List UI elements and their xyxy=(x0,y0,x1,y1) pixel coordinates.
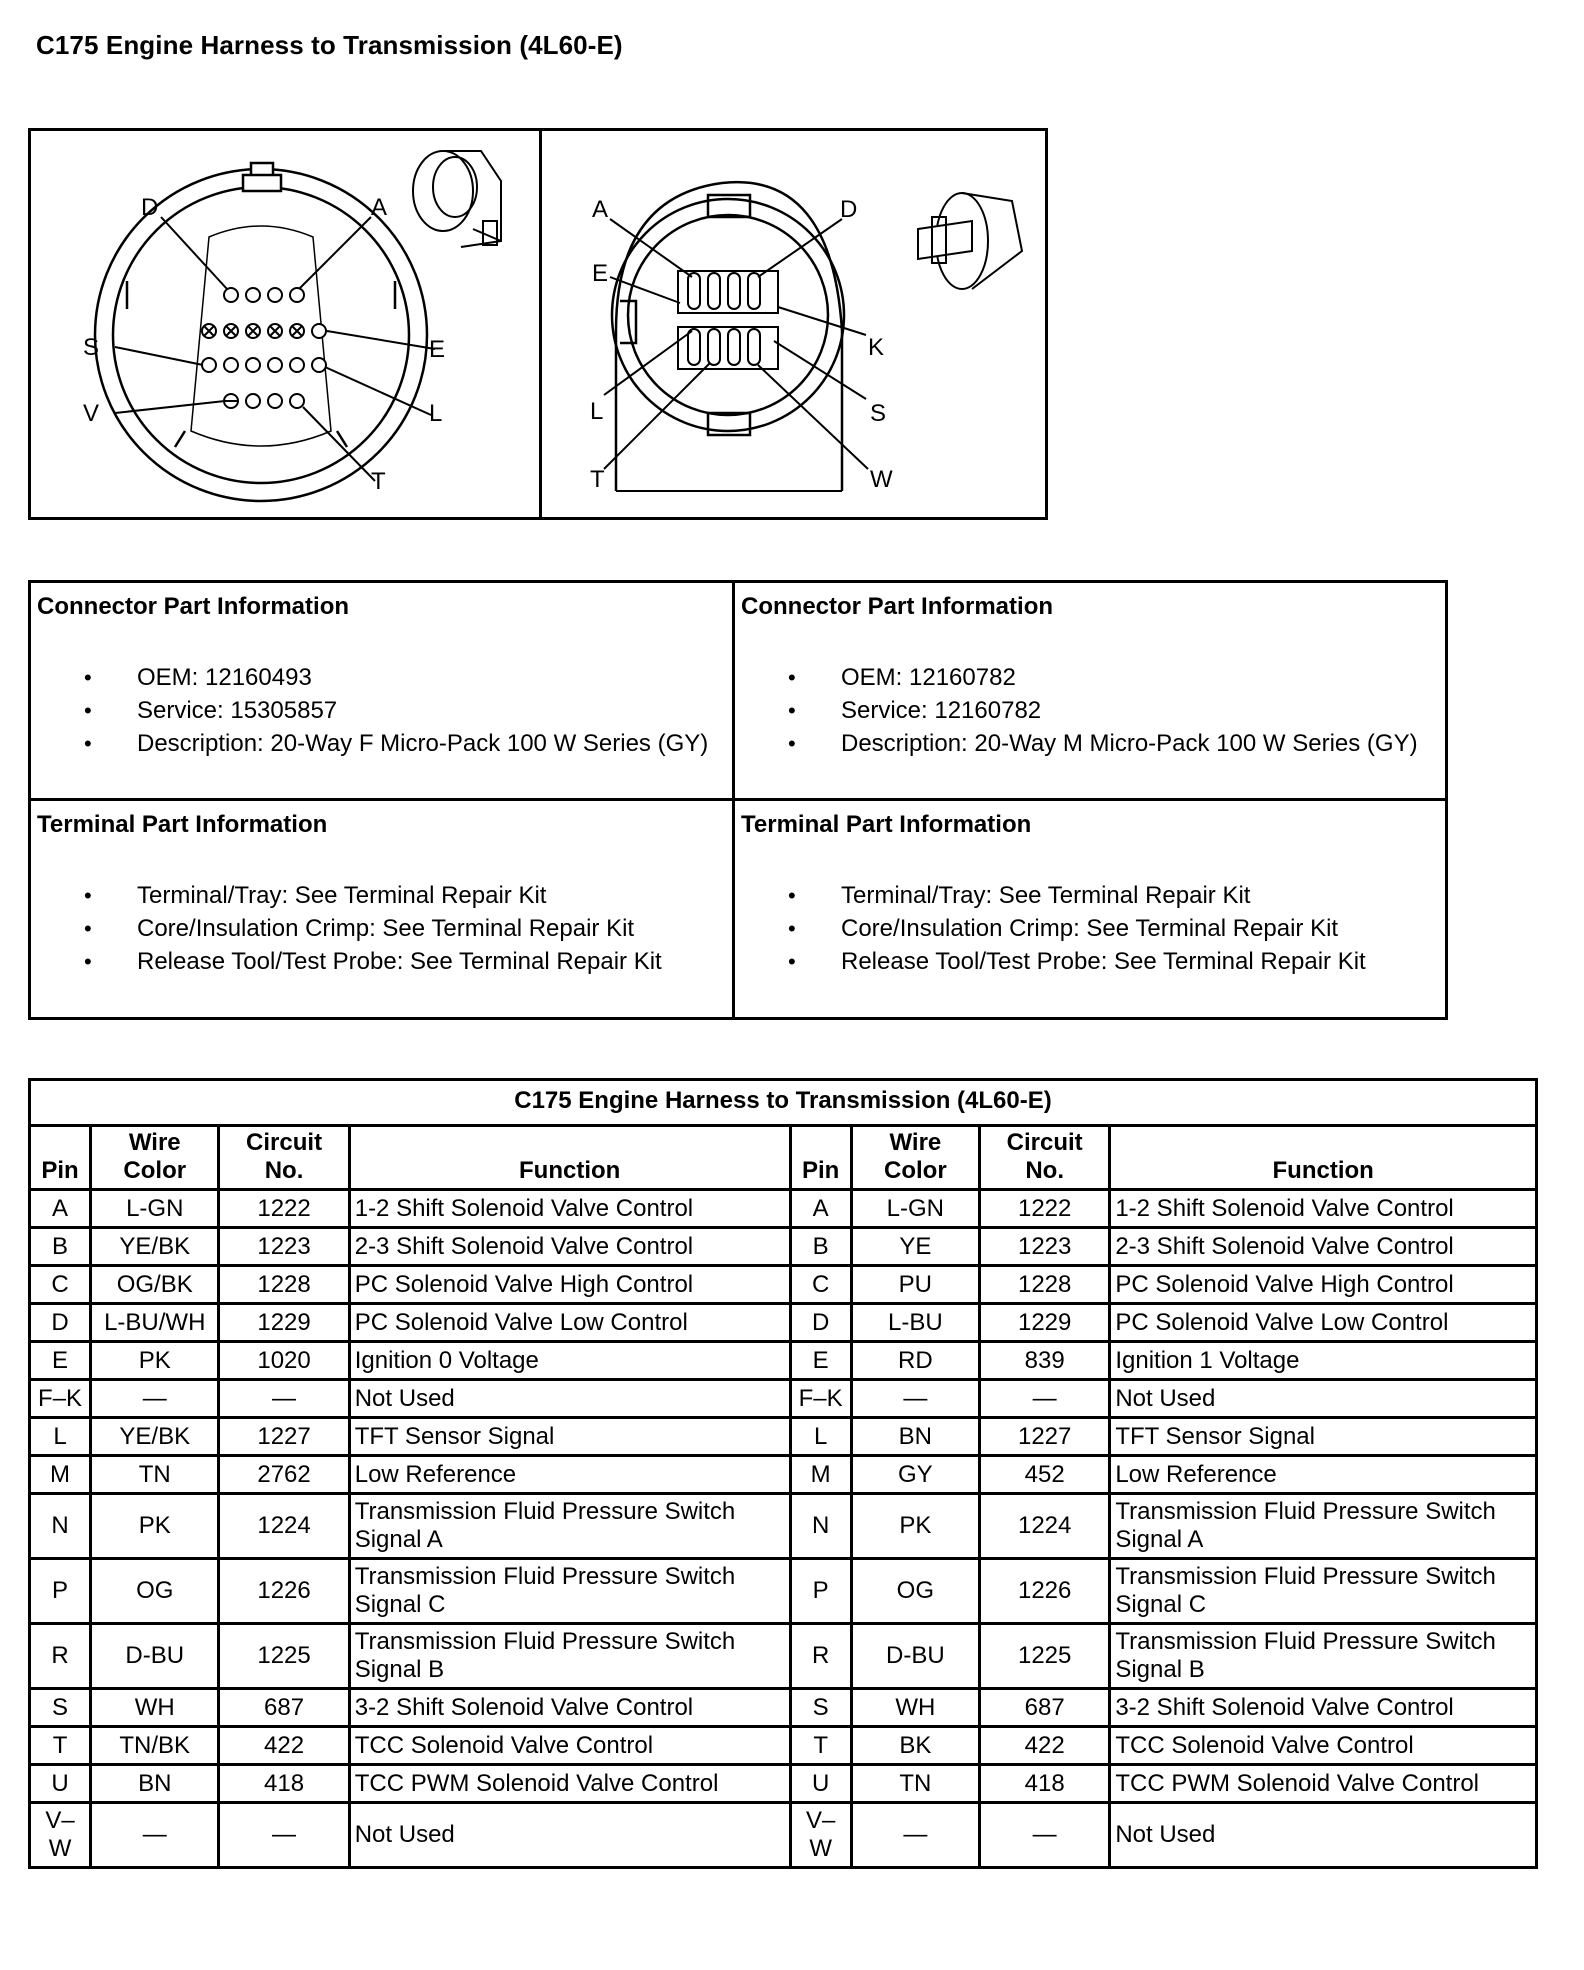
function-cell: PC Solenoid Valve Low Control xyxy=(349,1304,790,1342)
circuit-cell: 1020 xyxy=(219,1342,349,1380)
circuit-cell: 687 xyxy=(219,1689,349,1727)
pin-cell: N xyxy=(30,1494,91,1559)
terminal-info-list xyxy=(741,879,1439,978)
right-label-e: E xyxy=(592,260,609,287)
wire-color-cell: L-BU xyxy=(851,1304,979,1342)
circuit-cell: — xyxy=(219,1380,349,1418)
wire-color-cell: L-BU/WH xyxy=(91,1304,219,1342)
table-row xyxy=(30,1228,1537,1266)
wire-color-cell: PK xyxy=(851,1494,979,1559)
function-cell: Transmission Fluid Pressure Switch Signal C xyxy=(1110,1559,1537,1624)
pin-cell: S xyxy=(790,1689,851,1727)
left-label-s: S xyxy=(83,334,100,361)
function-cell: Low Reference xyxy=(349,1456,790,1494)
function-cell: TCC PWM Solenoid Valve Control xyxy=(349,1765,790,1803)
function-cell: Ignition 0 Voltage xyxy=(349,1342,790,1380)
right-connector-info xyxy=(735,583,1445,801)
table-row xyxy=(30,1266,1537,1304)
wire-color-cell: L-GN xyxy=(851,1190,979,1228)
bullet-icon: • xyxy=(84,665,92,690)
pin-cell: F–K xyxy=(790,1380,851,1418)
pin-cell: L xyxy=(30,1418,91,1456)
bullet-icon: • xyxy=(788,665,796,690)
left-label-v: V xyxy=(83,400,100,427)
pin-cell: N xyxy=(790,1494,851,1559)
table-row xyxy=(30,1765,1537,1803)
pin-cell: T xyxy=(30,1727,91,1765)
header-function: Function xyxy=(1110,1126,1537,1190)
function-cell: PC Solenoid Valve High Control xyxy=(349,1266,790,1304)
header-circuit-no: Circuit No. xyxy=(980,1126,1110,1190)
male-connector-diagram xyxy=(542,131,1048,517)
pin-cell: E xyxy=(30,1342,91,1380)
pin-cell: B xyxy=(790,1228,851,1266)
wire-color-cell: — xyxy=(851,1380,979,1418)
circuit-cell: 1224 xyxy=(219,1494,349,1559)
table-title: C175 Engine Harness to Transmission (4L60-E) xyxy=(30,1080,1537,1126)
wire-color-cell: TN xyxy=(91,1456,219,1494)
pin-cell: C xyxy=(30,1266,91,1304)
function-cell: Not Used xyxy=(1110,1803,1537,1868)
circuit-cell: 1226 xyxy=(980,1559,1110,1624)
function-cell: Transmission Fluid Pressure Switch Signal B xyxy=(349,1624,790,1689)
pin-cell: D xyxy=(790,1304,851,1342)
pin-cell: D xyxy=(30,1304,91,1342)
pin-cell: R xyxy=(30,1624,91,1689)
list-item: • Release Tool/Test Probe: See Terminal Repair Kit xyxy=(741,945,1439,978)
wire-color-cell: BN xyxy=(91,1765,219,1803)
function-cell: PC Solenoid Valve Low Control xyxy=(1110,1304,1537,1342)
table-row xyxy=(30,1342,1537,1380)
wire-color-cell: D-BU xyxy=(91,1624,219,1689)
left-label-e: E xyxy=(429,336,446,363)
header-wire-color: Wire Color xyxy=(851,1126,979,1190)
function-cell: Transmission Fluid Pressure Switch Signal A xyxy=(1110,1494,1537,1559)
list-item: • Core/Insulation Crimp: See Terminal Repair Kit xyxy=(741,912,1439,945)
left-label-a: A xyxy=(371,194,388,221)
table-row xyxy=(30,1456,1537,1494)
function-cell: 2-3 Shift Solenoid Valve Control xyxy=(349,1228,790,1266)
list-item: • Description: 20-Way F Micro-Pack 100 W Series (GY) xyxy=(37,727,726,760)
left-connector-info xyxy=(31,583,735,801)
bullet-icon: • xyxy=(84,883,92,908)
pin-cell: M xyxy=(790,1456,851,1494)
table-row xyxy=(30,1494,1537,1559)
pin-cell: S xyxy=(30,1689,91,1727)
pin-cell: M xyxy=(30,1456,91,1494)
function-cell: 3-2 Shift Solenoid Valve Control xyxy=(1110,1689,1537,1727)
wire-color-cell: YE/BK xyxy=(91,1228,219,1266)
terminal-info-heading: Terminal Part Information xyxy=(741,811,1032,838)
function-cell: Transmission Fluid Pressure Switch Signal C xyxy=(349,1559,790,1624)
header-wire-color: Wire Color xyxy=(91,1126,219,1190)
wire-color-cell: — xyxy=(91,1803,219,1868)
circuit-cell: 1224 xyxy=(980,1494,1110,1559)
table-row xyxy=(30,1689,1537,1727)
male-connector-thumbnail-icon xyxy=(918,193,1022,289)
bullet-icon: • xyxy=(84,698,92,723)
wire-color-cell: PK xyxy=(91,1494,219,1559)
circuit-cell: 2762 xyxy=(219,1456,349,1494)
circuit-cell: 1228 xyxy=(980,1266,1110,1304)
function-cell: TCC PWM Solenoid Valve Control xyxy=(1110,1765,1537,1803)
bullet-icon: • xyxy=(84,916,92,941)
bullet-icon: • xyxy=(84,731,92,756)
circuit-cell: 1227 xyxy=(219,1418,349,1456)
function-cell: TFT Sensor Signal xyxy=(349,1418,790,1456)
pin-cell: P xyxy=(790,1559,851,1624)
header-pin: Pin xyxy=(790,1126,851,1190)
circuit-cell: 1228 xyxy=(219,1266,349,1304)
connector-diagrams xyxy=(28,128,1048,520)
table-row xyxy=(30,1803,1537,1868)
list-item: • Description: 20-Way M Micro-Pack 100 W Series (GY) xyxy=(741,727,1439,760)
bullet-icon: • xyxy=(788,698,796,723)
pin-cell: B xyxy=(30,1228,91,1266)
table-row xyxy=(30,1380,1537,1418)
bullet-icon: • xyxy=(788,883,796,908)
header-function: Function xyxy=(349,1126,790,1190)
pin-cell: U xyxy=(30,1765,91,1803)
pin-cell: A xyxy=(30,1190,91,1228)
wire-color-cell: PU xyxy=(851,1266,979,1304)
circuit-cell: 422 xyxy=(980,1727,1110,1765)
function-cell: TCC Solenoid Valve Control xyxy=(349,1727,790,1765)
pinout-table xyxy=(28,1078,1538,1869)
circuit-cell: 1223 xyxy=(219,1228,349,1266)
list-item: • OEM: 12160493 xyxy=(37,661,726,694)
wire-color-cell: BN xyxy=(851,1418,979,1456)
list-item: • Terminal/Tray: See Terminal Repair Kit xyxy=(37,879,726,912)
pinout-table-container xyxy=(28,1078,1538,1869)
female-connector-diagram xyxy=(31,131,539,517)
wire-color-cell: L-GN xyxy=(91,1190,219,1228)
wire-color-cell: YE/BK xyxy=(91,1418,219,1456)
pin-cell: T xyxy=(790,1727,851,1765)
function-cell: 2-3 Shift Solenoid Valve Control xyxy=(1110,1228,1537,1266)
header-circuit-no: Circuit No. xyxy=(219,1126,349,1190)
right-terminal-info xyxy=(735,801,1445,1017)
wire-color-cell: — xyxy=(851,1803,979,1868)
function-cell: 1-2 Shift Solenoid Valve Control xyxy=(349,1190,790,1228)
function-cell: TCC Solenoid Valve Control xyxy=(1110,1727,1537,1765)
function-cell: Ignition 1 Voltage xyxy=(1110,1342,1537,1380)
function-cell: Not Used xyxy=(349,1803,790,1868)
wire-color-cell: RD xyxy=(851,1342,979,1380)
wire-color-cell: OG/BK xyxy=(91,1266,219,1304)
right-label-l: L xyxy=(590,398,604,425)
wire-color-cell: WH xyxy=(91,1689,219,1727)
function-cell: Transmission Fluid Pressure Switch Signal B xyxy=(1110,1624,1537,1689)
pinout-table-body xyxy=(30,1190,1537,1868)
list-item: • Service: 15305857 xyxy=(37,694,726,727)
bullet-icon: • xyxy=(84,949,92,974)
wire-color-cell: D-BU xyxy=(851,1624,979,1689)
circuit-cell: 418 xyxy=(980,1765,1110,1803)
bullet-icon: • xyxy=(788,731,796,756)
bullet-icon: • xyxy=(788,949,796,974)
list-item: • OEM: 12160782 xyxy=(741,661,1439,694)
table-row xyxy=(30,1727,1537,1765)
header-pin: Pin xyxy=(30,1126,91,1190)
circuit-cell: 1222 xyxy=(980,1190,1110,1228)
left-label-l: L xyxy=(429,400,443,427)
circuit-cell: 1225 xyxy=(219,1624,349,1689)
pin-cell: E xyxy=(790,1342,851,1380)
table-row xyxy=(30,1304,1537,1342)
function-cell: Not Used xyxy=(349,1380,790,1418)
pin-cell: R xyxy=(790,1624,851,1689)
left-terminal-info xyxy=(31,801,735,1017)
circuit-cell: 687 xyxy=(980,1689,1110,1727)
wire-color-cell: OG xyxy=(91,1559,219,1624)
wire-color-cell: — xyxy=(91,1380,219,1418)
function-cell: Not Used xyxy=(1110,1380,1537,1418)
bullet-icon: • xyxy=(788,916,796,941)
list-item: • Terminal/Tray: See Terminal Repair Kit xyxy=(741,879,1439,912)
table-row xyxy=(30,1418,1537,1456)
terminal-info-heading: Terminal Part Information xyxy=(37,811,328,838)
pin-cell: C xyxy=(790,1266,851,1304)
circuit-cell: 1229 xyxy=(219,1304,349,1342)
function-cell: 3-2 Shift Solenoid Valve Control xyxy=(349,1689,790,1727)
connector-info-list xyxy=(37,661,726,760)
wire-color-cell: WH xyxy=(851,1689,979,1727)
circuit-cell: 1222 xyxy=(219,1190,349,1228)
connector-info-heading: Connector Part Information xyxy=(741,593,1054,620)
circuit-cell: — xyxy=(980,1380,1110,1418)
wire-color-cell: BK xyxy=(851,1727,979,1765)
function-cell: Transmission Fluid Pressure Switch Signal A xyxy=(349,1494,790,1559)
function-cell: Low Reference xyxy=(1110,1456,1537,1494)
circuit-cell: 1229 xyxy=(980,1304,1110,1342)
circuit-cell: — xyxy=(219,1803,349,1868)
pin-cell: A xyxy=(790,1190,851,1228)
table-row xyxy=(30,1190,1537,1228)
circuit-cell: 1227 xyxy=(980,1418,1110,1456)
table-row xyxy=(30,1624,1537,1689)
list-item: • Service: 12160782 xyxy=(741,694,1439,727)
pin-cell: U xyxy=(790,1765,851,1803)
wire-color-cell: TN xyxy=(851,1765,979,1803)
circuit-cell: 452 xyxy=(980,1456,1110,1494)
part-information-grid xyxy=(28,580,1448,1020)
wire-color-cell: GY xyxy=(851,1456,979,1494)
circuit-cell: 418 xyxy=(219,1765,349,1803)
circuit-cell: — xyxy=(980,1803,1110,1868)
circuit-cell: 1223 xyxy=(980,1228,1110,1266)
right-label-t: T xyxy=(590,466,605,493)
wire-color-cell: PK xyxy=(91,1342,219,1380)
pin-cell: F–K xyxy=(30,1380,91,1418)
pin-cell: V–W xyxy=(790,1803,851,1868)
connector-info-list xyxy=(741,661,1439,760)
circuit-cell: 1225 xyxy=(980,1624,1110,1689)
pin-cell: V–W xyxy=(30,1803,91,1868)
right-label-a: A xyxy=(592,196,609,223)
function-cell: 1-2 Shift Solenoid Valve Control xyxy=(1110,1190,1537,1228)
wire-color-cell: OG xyxy=(851,1559,979,1624)
circuit-cell: 839 xyxy=(980,1342,1110,1380)
connector-info-heading: Connector Part Information xyxy=(37,593,350,620)
list-item: • Core/Insulation Crimp: See Terminal Repair Kit xyxy=(37,912,726,945)
table-row xyxy=(30,1559,1537,1624)
wire-color-cell: YE xyxy=(851,1228,979,1266)
function-cell: PC Solenoid Valve High Control xyxy=(1110,1266,1537,1304)
right-label-w: W xyxy=(870,466,893,493)
page-title: C175 Engine Harness to Transmission (4L60-E) xyxy=(36,30,623,60)
left-label-t: T xyxy=(371,468,386,495)
wire-color-cell: TN/BK xyxy=(91,1727,219,1765)
terminal-info-list xyxy=(37,879,726,978)
circuit-cell: 1226 xyxy=(219,1559,349,1624)
left-label-d: D xyxy=(141,194,159,221)
right-label-d: D xyxy=(840,196,858,223)
circuit-cell: 422 xyxy=(219,1727,349,1765)
pin-cell: P xyxy=(30,1559,91,1624)
function-cell: TFT Sensor Signal xyxy=(1110,1418,1537,1456)
right-label-s: S xyxy=(870,400,887,427)
right-label-k: K xyxy=(868,334,885,361)
female-connector-thumbnail-icon xyxy=(413,151,501,247)
list-item: • Release Tool/Test Probe: See Terminal Repair Kit xyxy=(37,945,726,978)
pin-cell: L xyxy=(790,1418,851,1456)
